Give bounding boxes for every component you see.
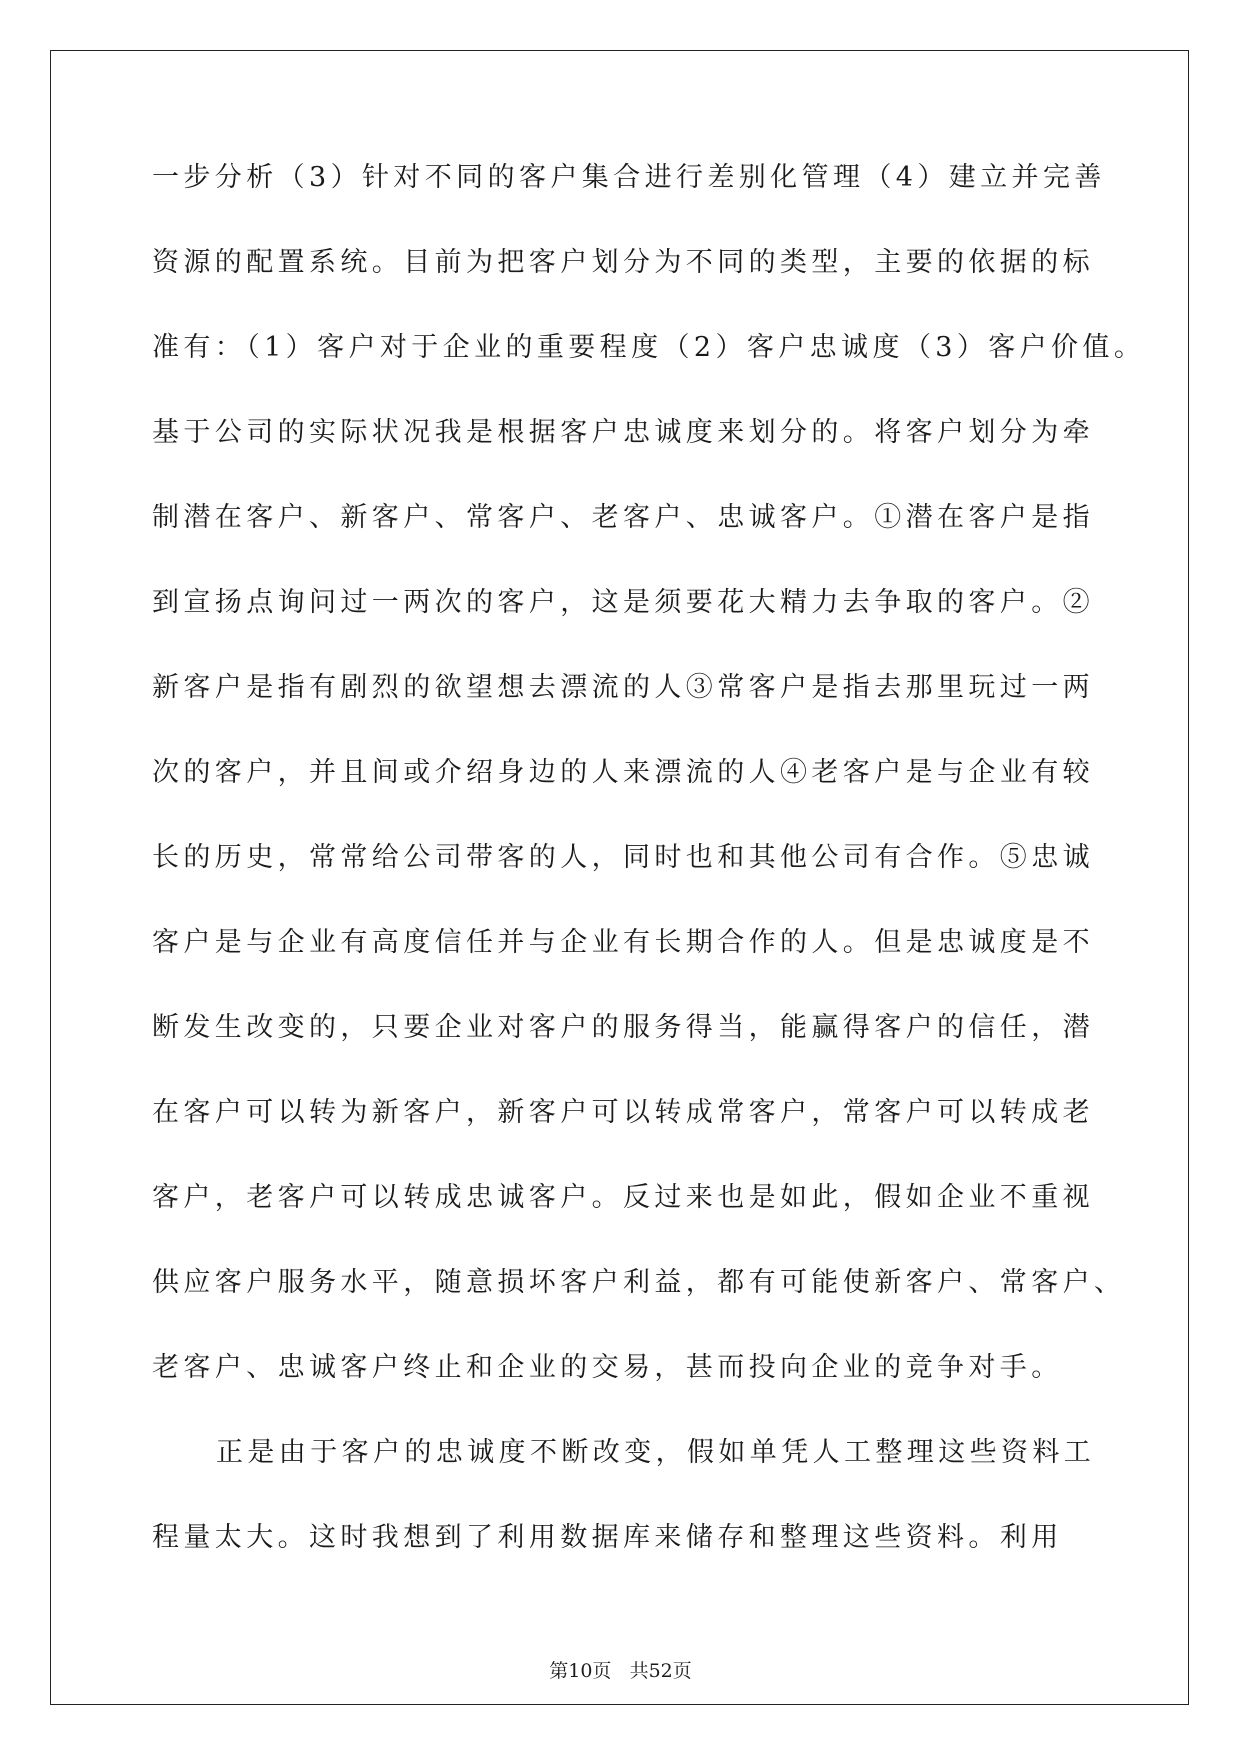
text-line: 老客户、忠诚客户终止和企业的交易，甚而投向企业的竞争对手。 xyxy=(152,1352,1063,1383)
text-line: 一步分析（3）针对不同的客户集合进行差别化管理（4）建立并完善 xyxy=(152,162,1106,193)
text-line: 次的客户，并且间或介绍身边的人来漂流的人④老客户是与企业有较 xyxy=(152,757,1094,788)
text-line: 客户是与企业有高度信任并与企业有长期合作的人。但是忠诚度是不 xyxy=(152,927,1094,958)
text-line: 程量太大。这时我想到了利用数据库来储存和整理这些资料。利用 xyxy=(152,1522,1063,1553)
text-line: 到宣扬点询问过一两次的客户，这是须要花大精力去争取的客户。② xyxy=(152,587,1094,618)
document-body xyxy=(152,158,1146,1603)
text-line: 在客户可以转为新客户，新客户可以转成常客户，常客户可以转成老 xyxy=(152,1097,1094,1128)
page-footer xyxy=(0,1656,1241,1683)
text-line: 断发生改变的，只要企业对客户的服务得当，能赢得客户的信任，潜 xyxy=(152,1012,1094,1043)
page-total: 共52页 xyxy=(629,1660,692,1682)
text-line: 客户，老客户可以转成忠诚客户。反过来也是如此，假如企业不重视 xyxy=(152,1182,1094,1213)
text-line: 基于公司的实际状况我是根据客户忠诚度来划分的。将客户划分为牵 xyxy=(152,417,1094,448)
text-line: 新客户是指有剧烈的欲望想去漂流的人③常客户是指去那里玩过一两 xyxy=(152,672,1094,703)
text-line: 准有：（1）客户对于企业的重要程度（2）客户忠诚度（3）客户价值。 xyxy=(152,332,1146,363)
text-line: 资源的配置系统。目前为把客户划分为不同的类型，主要的依据的标 xyxy=(152,247,1094,278)
text-line: 供应客户服务水平，随意损坏客户利益，都有可能使新客户、常客户、 xyxy=(152,1267,1126,1298)
text-line: 制潜在客户、新客户、常客户、老客户、忠诚客户。①潜在客户是指 xyxy=(152,502,1094,533)
page-number: 第10页 xyxy=(549,1660,612,1682)
text-line: 长的历史，常常给公司带客的人，同时也和其他公司有合作。⑤忠诚 xyxy=(152,842,1094,873)
paragraph-first-line: 正是由于客户的忠诚度不断改变，假如单凭人工整理这些资料工 xyxy=(216,1437,1096,1468)
